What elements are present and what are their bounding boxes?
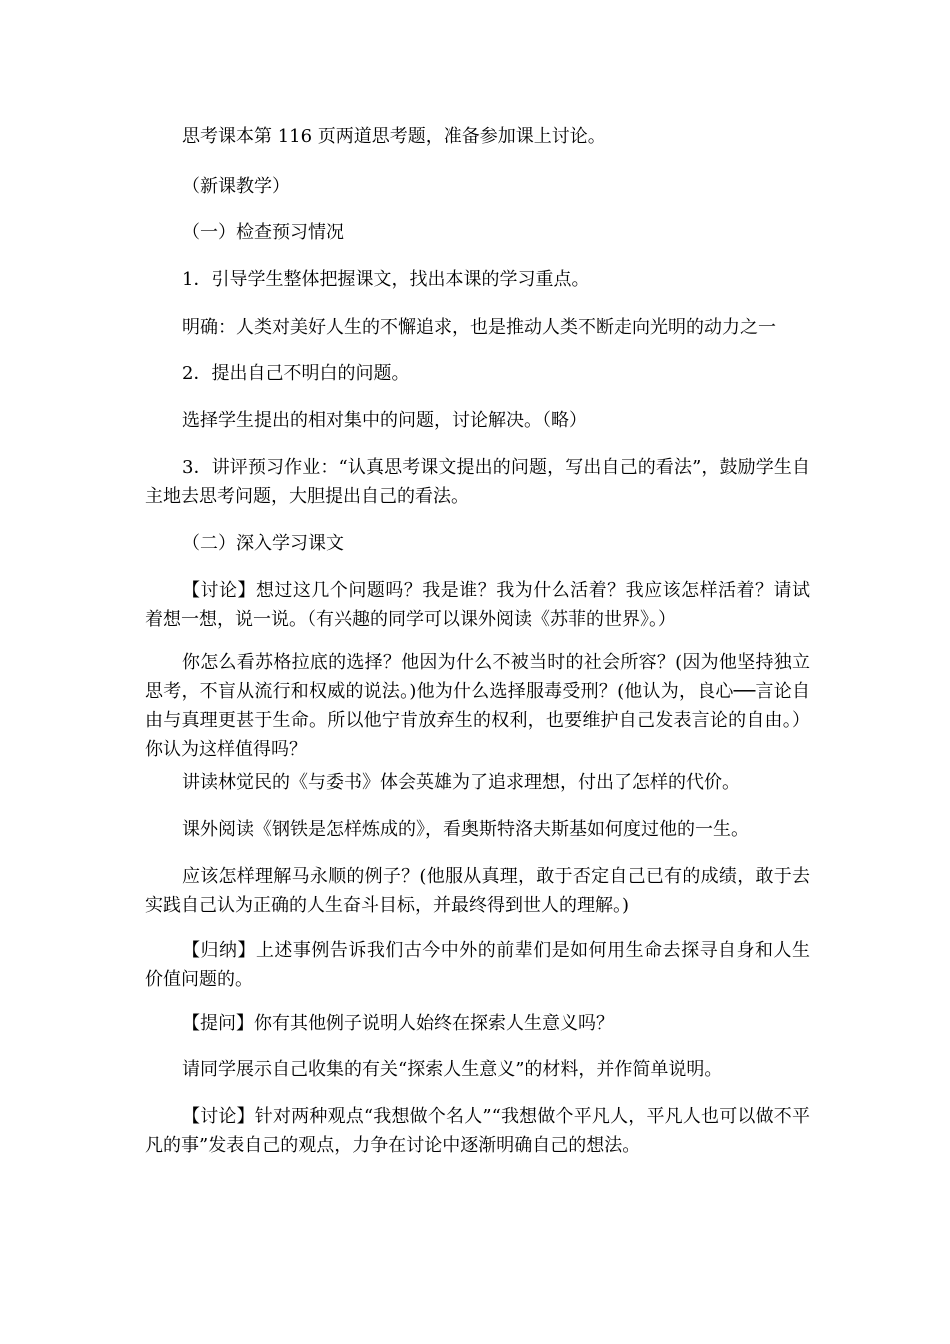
section-heading-2: （二）深入学习课文 [182,533,344,554]
paragraph-question: 【提问】你有其他例子说明人始终在探索人生意义吗？ [182,1013,614,1034]
paragraph-discussion-1: 【讨论】想过这几个问题吗？我是谁？我为什么活着？我应该怎样活着？请试着想一想，说一说。（有兴趣的同学可以课外阅读《苏菲的世界》。） [145,580,810,630]
paragraph-new-lesson: （新课教学） [182,176,290,197]
paragraph-steel: 课外阅读《钢铁是怎样炼成的》，看奥斯特洛夫斯基如何度过他的一生。 [182,819,749,840]
paragraph-summary: 【归纳】上述事例告诉我们古今中外的前辈们是如何用生命去探寻自身和人生价值问题的。 [145,940,810,990]
paragraph-preview-task: 思考课本第 116 页两道思考题，准备参加课上讨论。 [182,126,606,147]
paragraph-lin-juemin: 讲读林觉民的《与委书》体会英雄为了追求理想，付出了怎样的代价。 [182,772,740,793]
paragraph-item-3: 3．讲评预习作业：“认真思考课文提出的问题，写出自己的看法”，鼓励学生自主地去思考问题，大胆提出自己的看法。 [145,457,810,507]
paragraph-select-questions: 选择学生提出的相对集中的问题，讨论解决。（略） [182,410,587,431]
paragraph-item-1: 1．引导学生整体把握课文，找出本课的学习重点。 [182,269,590,290]
paragraph-socrates: 你怎么看苏格拉底的选择？他因为什么不被当时的社会所容？(因为他坚持独立思考，不盲从流行和权威的说法。)他为什么选择服毒受刑？(他认为，良心──言论自由与真理更甚于生命。所以他宁肯放弃生的权利，也要维护自己发表言论的自由。）你认为这样值得吗？ [145,652,810,760]
paragraph-clarify: 明确：人类对美好人生的不懈追求，也是推动人类不断走向光明的动力之一 [182,317,776,338]
section-heading-1: （一）检查预习情况 [182,222,344,243]
paragraph-item-2: 2．提出自己不明白的问题。 [182,363,410,384]
paragraph-discussion-2: 【讨论】针对两种观点“我想做个名人”“我想做个平凡人，平凡人也可以做不平凡的事”发表自己的观点，力争在讨论中逐渐明确自己的想法。 [145,1106,810,1156]
paragraph-show-materials: 请同学展示自己收集的有关“探索人生意义”的材料，并作简单说明。 [182,1059,723,1080]
paragraph-ma-yongshun: 应该怎样理解马永顺的例子？(他服从真理，敢于否定自己已有的成绩，敢于去实践自己认为正确的人生奋斗目标，并最终得到世人的理解。) [145,866,810,916]
